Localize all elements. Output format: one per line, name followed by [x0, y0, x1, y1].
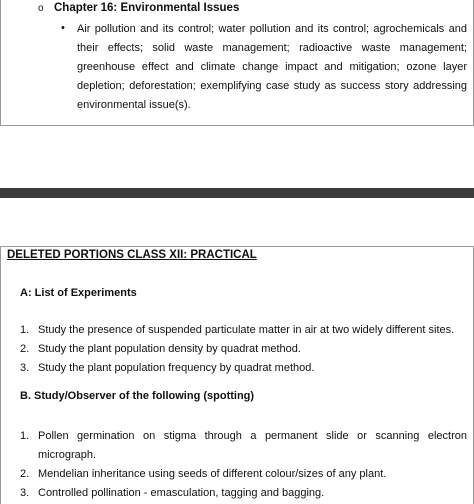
page-divider: [0, 188, 474, 198]
item-number: 1.: [20, 324, 30, 336]
list-item: [20, 484, 467, 503]
document-page-upper: [0, 0, 474, 126]
page-gap: [0, 126, 474, 190]
list-item: [20, 340, 467, 359]
list-item: [20, 427, 467, 465]
item-text: Mendelian inheritance using seeds of different colour/sizes of any plant.: [38, 468, 387, 480]
item-text: Controlled pollination - emasculation, tagging and bagging.: [38, 487, 325, 499]
item-number: 2.: [20, 468, 30, 480]
page-gap: [0, 198, 474, 246]
list-item: [20, 359, 467, 378]
item-text: Study the plant population frequency by quadrat method.: [38, 362, 315, 374]
item-number: 3.: [20, 487, 30, 499]
chapter-content: Air pollution and its control; water pollution and its control; agrochemicals and their effects; solid waste management; radioactive waste management; greenhouse effect and climate change impact and mitigation; ozone layer depletion; deforestation; exemplifying case study as success story addressing environmental issue(s).: [77, 23, 467, 111]
item-number: 1.: [20, 430, 30, 442]
document-page-lower: [0, 246, 474, 504]
square-bullet-icon: •: [61, 22, 65, 34]
item-text: Study the plant population density by quadrat method.: [38, 343, 301, 355]
section-a-title: A: List of Experiments: [20, 287, 137, 299]
item-text: Pollen germination on stigma through a permanent slide or scanning electron micrograph.: [38, 430, 467, 461]
item-text: Study the presence of suspended particulate matter in air at two widely different sites.: [38, 324, 455, 336]
list-item: [20, 465, 467, 484]
list-item: [20, 321, 467, 340]
chapter-title: Chapter 16: Environmental Issues: [54, 2, 240, 14]
practical-heading: DELETED PORTIONS CLASS XII: PRACTICAL: [7, 249, 257, 261]
item-number: 3.: [20, 362, 30, 374]
circle-bullet-icon: o: [38, 3, 44, 14]
item-number: 2.: [20, 343, 30, 355]
section-b-title: B. Study/Observer of the following (spotting): [20, 390, 255, 402]
